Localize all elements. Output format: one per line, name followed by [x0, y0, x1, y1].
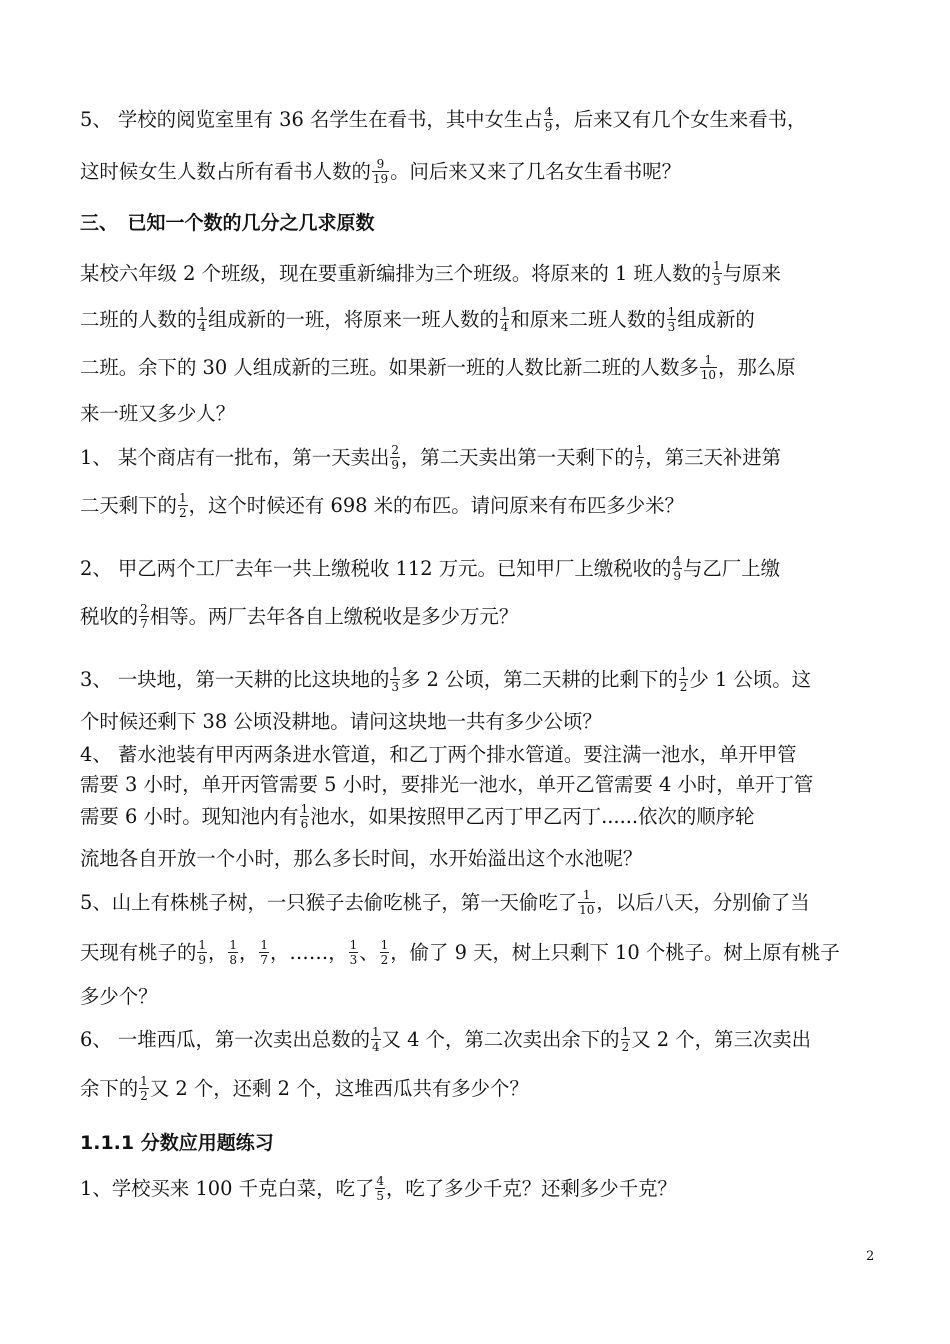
fraction-numerator: 1 [178, 490, 187, 505]
fraction-denominator: 7 [635, 457, 644, 472]
text-line [80, 769, 813, 797]
fraction-denominator: 9 [391, 457, 399, 472]
text-run: 与原来 [722, 262, 781, 285]
fraction-denominator: 9 [198, 952, 206, 967]
fraction-denominator: 19 [372, 171, 389, 186]
text-run: 与乙厂上缴 [683, 557, 780, 580]
fraction-denominator: 7 [140, 616, 148, 631]
text-run: 4、 蓄水池装有甲丙两条进水管道，和乙丁两个排水管道。要注满一池水，单开甲管 [80, 743, 797, 766]
fraction-denominator: 3 [667, 319, 676, 334]
fraction-numerator: 1 [667, 304, 676, 319]
fraction-numerator: 1 [371, 1024, 380, 1039]
fraction-numerator: 2 [391, 442, 399, 457]
text-run: 天现有桃子的 [80, 941, 197, 964]
fraction [139, 603, 149, 630]
fraction [667, 306, 677, 333]
fraction-denominator: 10 [579, 902, 595, 917]
fraction-denominator: 3 [713, 273, 721, 288]
fraction [371, 1026, 381, 1053]
text-run: 某校六年级 2 个班级，现在要重新编排为三个班级。将原来的 1 班人数的 [80, 262, 712, 285]
text-line [80, 1173, 677, 1204]
text-run: 1.1.1 分数应用题练习 [80, 1132, 274, 1154]
fraction-denominator: 5 [376, 1188, 385, 1203]
text-line [80, 1073, 529, 1104]
fraction-denominator: 4 [371, 1039, 380, 1054]
fraction-numerator: 1 [704, 352, 713, 367]
text-line [80, 801, 754, 832]
text-run: 又 2 个，还剩 2 个，这堆西瓜共有多少个？ [149, 1077, 529, 1100]
fraction-numerator: 1 [500, 304, 509, 319]
fraction-denominator: 2 [140, 1088, 148, 1103]
text-run: 和原来二班人数的 [510, 308, 666, 331]
text-run: 余下的 [80, 1077, 139, 1100]
fraction [700, 354, 717, 381]
text-line [80, 1024, 811, 1055]
text-run: 6、 一堆西瓜，第一次卖出总数的 [80, 1028, 370, 1051]
text-run: 需要 3 小时，单开丙管需要 5 小时，要排光一池水，单开乙管需要 4 小时，单开丁管 [80, 773, 814, 796]
text-line [80, 258, 781, 289]
text-line [80, 739, 797, 767]
fraction [178, 492, 188, 519]
text-run: 来一班又多少人？ [80, 402, 236, 425]
fraction [197, 939, 207, 966]
fraction-numerator: 4 [544, 104, 553, 119]
fraction-numerator: 1 [380, 937, 389, 952]
fraction-numerator: 4 [376, 1173, 385, 1188]
fraction-denominator: 3 [349, 952, 358, 967]
fraction-denominator: 4 [500, 319, 509, 334]
text-run: ，那么原 [718, 356, 796, 379]
text-line [80, 981, 158, 1009]
fraction [544, 106, 554, 133]
text-run: 需要 6 小时。现知池内有 [80, 805, 299, 828]
fraction [300, 803, 310, 830]
text-run: ， [239, 941, 259, 964]
fraction-numerator: 1 [260, 937, 269, 952]
text-run: 。问后来又来了几名女生看书呢？ [390, 160, 681, 183]
fraction [228, 939, 238, 966]
fraction-numerator: 1 [621, 1024, 630, 1039]
text-run: 1、学校买来 100 千克白菜，吃了 [80, 1177, 375, 1200]
fraction-denominator: 8 [229, 952, 238, 967]
fraction [621, 1026, 631, 1053]
fraction-numerator: 1 [582, 887, 591, 902]
text-run: 这时候女生人数占所有看书人数的 [80, 160, 371, 183]
fraction-numerator: 1 [229, 937, 238, 952]
fraction [380, 939, 390, 966]
text-line [80, 937, 840, 968]
page-number: 2 [866, 1249, 875, 1264]
fraction-numerator: 1 [198, 937, 206, 952]
text-line [80, 352, 796, 383]
fraction [578, 889, 595, 916]
text-line [80, 553, 780, 584]
text-line [80, 843, 642, 871]
text-run: 组成新的一班，将原来一班人数的 [207, 308, 499, 331]
text-run: 、 [359, 941, 379, 964]
fraction-numerator: 4 [673, 553, 682, 568]
text-run: 1、 某个商店有一批布，第一天卖出 [80, 446, 390, 469]
text-run: ，这个时候还有 698 米的布匹。请问原来有布匹多少米？ [188, 494, 684, 517]
fraction-denominator: 2 [679, 679, 688, 694]
fraction-denominator: 6 [300, 816, 309, 831]
text-run: 多 2 公顷，第二天耕的比剩下的 [401, 668, 678, 691]
text-run: 多少个？ [80, 985, 158, 1008]
text-run: ，……， [270, 941, 348, 964]
text-run: 池水，如果按照甲乙丙丁甲乙丙丁......依次的顺序轮 [310, 805, 755, 828]
fraction [672, 555, 682, 582]
text-run: 5、山上有株桃子树，一只猴子去偷吃桃子，第一天偷吃了 [80, 891, 578, 914]
fraction [375, 1175, 385, 1202]
text-run: ，吃了多少千克？还剩多少千克？ [386, 1177, 677, 1200]
text-run: 少 1 公顷。这 [689, 668, 812, 691]
text-line [80, 304, 755, 335]
text-run: 2、 甲乙两个工厂去年一共上缴税收 112 万元。已知甲厂上缴税收的 [80, 557, 672, 580]
text-run: 二班。余下的 30 人组成新的三班。如果新一班的人数比新二班的人数多 [80, 356, 699, 379]
fraction-denominator: 7 [260, 952, 269, 967]
text-run: ，以后八天，分别偷了当 [596, 891, 810, 914]
text-run: 又 4 个，第二次卖出余下的 [381, 1028, 620, 1051]
fraction-numerator: 1 [198, 304, 206, 319]
text-run: ，后来又有几个女生来看书， [554, 108, 807, 131]
fraction-numerator: 1 [679, 664, 688, 679]
text-run: 又 2 个，第三次卖出 [631, 1028, 812, 1051]
text-run: 相等。两厂去年各自上缴税收是多少万元？ [149, 605, 519, 628]
text-run: 个时候还剩下 38 公顷没耕地。请问这块地一共有多少公顷？ [80, 710, 602, 733]
text-run: 二班的人数的 [80, 308, 197, 331]
fraction [635, 444, 645, 471]
section-heading [80, 208, 375, 235]
section-heading [80, 1128, 274, 1155]
text-line [80, 398, 235, 426]
fraction [390, 666, 400, 693]
text-run: 税收的 [80, 605, 139, 628]
text-run: ，第二天卖出第一天剩下的 [401, 446, 634, 469]
text-line [80, 104, 806, 135]
text-run: 组成新的 [677, 308, 755, 331]
fraction [712, 260, 722, 287]
fraction-denominator: 3 [391, 679, 399, 694]
fraction-denominator: 9 [673, 568, 682, 583]
fraction [390, 444, 400, 471]
fraction-denominator: 2 [621, 1039, 630, 1054]
fraction [349, 939, 359, 966]
fraction [139, 1075, 149, 1102]
fraction-numerator: 1 [635, 442, 644, 457]
text-line [80, 664, 811, 695]
text-line [80, 442, 781, 473]
text-run: 二天剩下的 [80, 494, 177, 517]
text-run: ， [207, 941, 228, 964]
text-run: ，第三天补进第 [645, 446, 782, 469]
text-line [80, 887, 810, 918]
text-run: 5、 学校的阅览室里有 36 名学生在看书，其中女生占 [80, 108, 543, 131]
text-line [80, 601, 518, 632]
text-run: 三、 已知一个数的几分之几求原数 [80, 212, 375, 234]
fraction-denominator: 9 [544, 119, 553, 134]
fraction-denominator: 10 [700, 367, 716, 382]
fraction-numerator: 1 [713, 258, 721, 273]
fraction-numerator: 1 [391, 664, 399, 679]
fraction-numerator: 2 [140, 601, 148, 616]
text-run: 3、 一块地，第一天耕的比这块地的 [80, 668, 390, 691]
text-run: 流地各自开放一个小时，那么多长时间，水开始溢出这个水池呢？ [80, 847, 643, 870]
text-line [80, 156, 681, 187]
fraction [372, 158, 389, 185]
fraction [679, 666, 689, 693]
text-run: ，偷了 9 天，树上只剩下 10 个桃子。树上原有桃子 [390, 941, 840, 964]
text-line [80, 706, 602, 734]
fraction [259, 939, 269, 966]
fraction-numerator: 1 [140, 1073, 148, 1088]
fraction-denominator: 2 [380, 952, 389, 967]
fraction-denominator: 4 [198, 319, 206, 334]
fraction-numerator: 1 [349, 937, 358, 952]
fraction-numerator: 9 [376, 156, 385, 171]
fraction [500, 306, 510, 333]
fraction-denominator: 2 [178, 505, 187, 520]
text-line [80, 490, 684, 521]
fraction [197, 306, 207, 333]
fraction-numerator: 1 [300, 801, 309, 816]
